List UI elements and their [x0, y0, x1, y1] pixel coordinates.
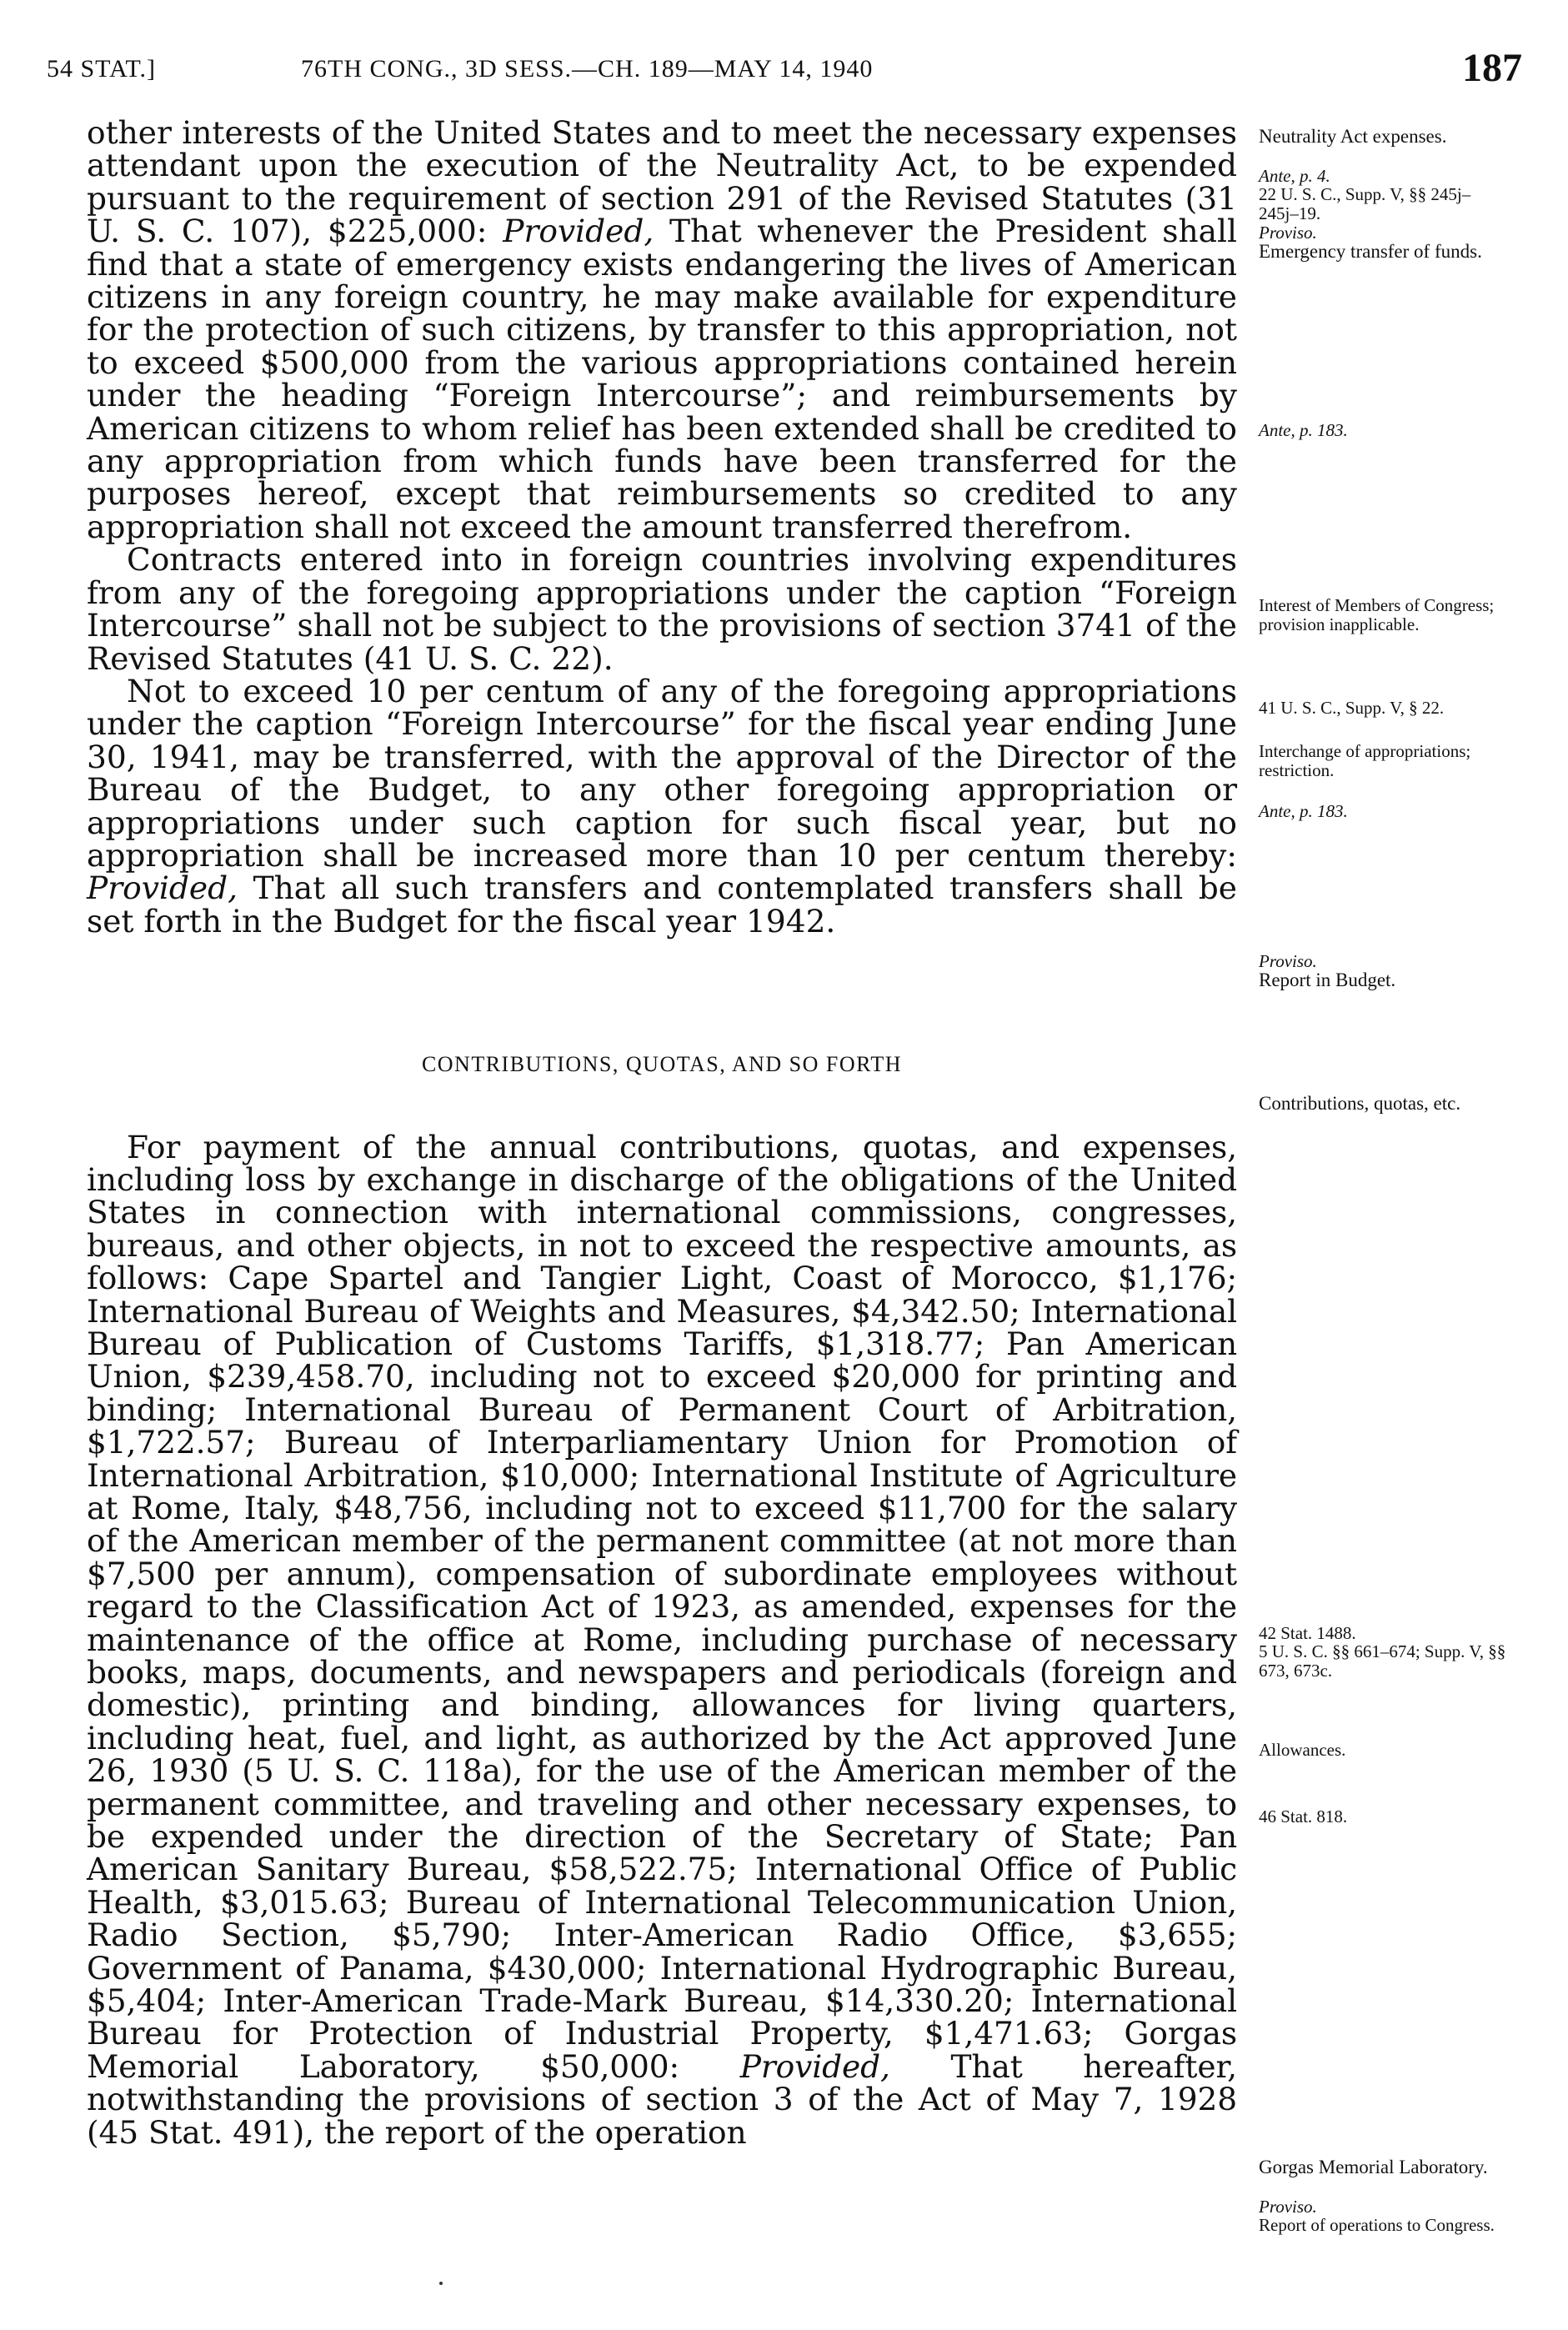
margin-note: Emergency transfer of funds. [1259, 241, 1482, 262]
paragraph-text: That hereafter, notwithstanding the provisions of section 3 of the Act of May 7, 1928 (45 Stat. 491), the report of the operation [87, 2047, 1237, 2151]
proviso-italic: Provided, [739, 2047, 890, 2085]
margin-note: Gorgas Memorial Laboratory. [1259, 2157, 1488, 2177]
margin-note: Report in Budget. [1259, 970, 1396, 990]
paragraph-text: other interests of the United States and to meet the necessary expenses attendant upon the execution of the Neutrality Act, to be expended pursuant to the requirement of section 291 of the Revised Statutes (31 U. S. C. 107), $225,000: [87, 114, 1237, 250]
margin-note: Interest of Members of Congress; provision inapplicable. [1259, 595, 1495, 634]
margin-note: Interchange of appropriations; restriction. [1259, 741, 1471, 780]
margin-note: Proviso. [1259, 951, 1317, 971]
proviso-italic: Provided, [87, 869, 238, 907]
paragraph-text: Not to exceed 10 per centum of any of the foregoing appropriations under the caption “Foreign Intercourse” for the fiscal year ending June 30, 1941, may be transferred, with the approval of the Director of the Bureau of the Budget, to any other foregoing appropriation or appropriations under such caption for such fiscal year, but no appropriation shall be increased more than 10 per centum thereby: [87, 672, 1237, 874]
paragraph-neutrality [87, 114, 1237, 545]
page-number: 187 [1462, 46, 1522, 90]
paragraph-contributions [87, 1128, 1237, 2151]
margin-note: Proviso. [1259, 2197, 1317, 2217]
margin-note: 46 Stat. 818. [1259, 1806, 1348, 1826]
margin-note: 41 U. S. C., Supp. V, § 22. [1259, 698, 1445, 718]
margin-note: 5 U. S. C. §§ 661–674; Supp. V, §§ 673, 673c. [1259, 1641, 1506, 1681]
main-text-lower [87, 1100, 1237, 2181]
page-header [47, 48, 1522, 98]
margin-note: Report of operations to Congress. [1259, 2215, 1495, 2235]
running-head: 76TH CONG., 3D SESS.—CH. 189—MAY 14, 1940 [301, 55, 874, 83]
paragraph-transfers [87, 672, 1237, 940]
margin-note: Ante, p. 183. [1259, 801, 1348, 821]
paragraph-text: For payment of the annual contributions, quotas, and expenses, including loss by exchange in discharge of the obligations of the United States in connection with international commissions, congresses, bureaus, and other objects, in not to exceed the respective amounts, as follows: Cape Spartel and Tangier Light, Coast of Morocco, $1,176; International Bureau of Weights and Measures, $4,342.50; International Bureau of Publication of Customs Tariffs, $1,318.77; Pan American Union, $239,458.70, including not to exceed $20,000 for printing and binding; International Bureau of Permanent Court of Arbitration, $1,722.57; Bureau of Interparliamentary Union for Promotion of International Arbitration, $10,000; International Institute of Agriculture at Rome, Italy, $48,756, including not to exceed $11,700 for the salary of the American member of the permanent committee (at not more than $7,500 per annum), compensation of subordinate employees without regard to the Classification Act of 1923, as amended, expenses for the maintenance of the office at Rome, including purchase of necessary books, maps, documents, and newspapers and periodicals (foreign and domestic), printing and binding, allowances for living quarters, including heat, fuel, and light, as authorized by the Act approved June 26, 1930 (5 U. S. C. 118a), for the use of the American member of the permanent committee, and traveling and other necessary expenses, to be expended under the direction of the Secretary of State; Pan American Sanitary Bureau, $58,522.75; International Office of Public Health, $3,015.63; Bureau of International Telecommunication Union, Radio Section, $5,790; Inter-American Radio Office, $3,655; Government of Panama, $430,000; International Hydrographic Bureau, $5,404; Inter-American Trade-Mark Bureau, $14,330.20; International Bureau for Protection of Industrial Property, $1,471.63; Gorgas Memorial Laboratory, $50,000: [87, 1128, 1237, 2085]
margin-note: Proviso. [1259, 223, 1317, 243]
margin-note: Contributions, quotas, etc. [1259, 1093, 1461, 1114]
statute-reference: 54 STAT.] [47, 55, 157, 83]
paragraph-text: That whenever the President shall find that a state of emergency exists endangering the lives of American citizens in any foreign country, he may make available for expenditure for the protection of such citizens, by transfer to this appropriation, not to exceed $500,000 from the various appropriations contained herein under the heading “Foreign Intercourse”; and reimbursements by American citizens to whom relief has been extended shall be credited to any appropriation from which funds have been transferred for the purposes hereof, except that reimbursements so credited to any appropriation shall not exceed the amount transferred therefrom. [87, 213, 1237, 545]
stray-mark [439, 2282, 443, 2285]
margin-note: Ante, p. 4. [1259, 166, 1330, 186]
section-heading: CONTRIBUTIONS, QUOTAS, AND SO FORTH [421, 1052, 903, 1076]
proviso-italic: Provided, [503, 213, 654, 250]
margin-note: Allowances. [1259, 1740, 1346, 1760]
main-text-upper [87, 114, 1237, 940]
margin-note: 22 U. S. C., Supp. V, §§ 245j–245j–19. [1259, 184, 1471, 223]
margin-note: 42 Stat. 1488. [1259, 1623, 1356, 1643]
paragraph-text: That all such transfers and contemplated transfers shall be set forth in the Budget for the fiscal year 1942. [87, 869, 1237, 940]
margin-note: Ante, p. 183. [1259, 420, 1348, 440]
margin-note: Neutrality Act expenses. [1259, 126, 1447, 147]
paragraph-contracts: Contracts entered into in foreign countries involving expenditures from any of the foregoing appropriations under the caption “Foreign Intercourse” shall not be subject to the provisions of section 3741 of the Revised Statutes (41 U. S. C. 22). [87, 541, 1237, 677]
